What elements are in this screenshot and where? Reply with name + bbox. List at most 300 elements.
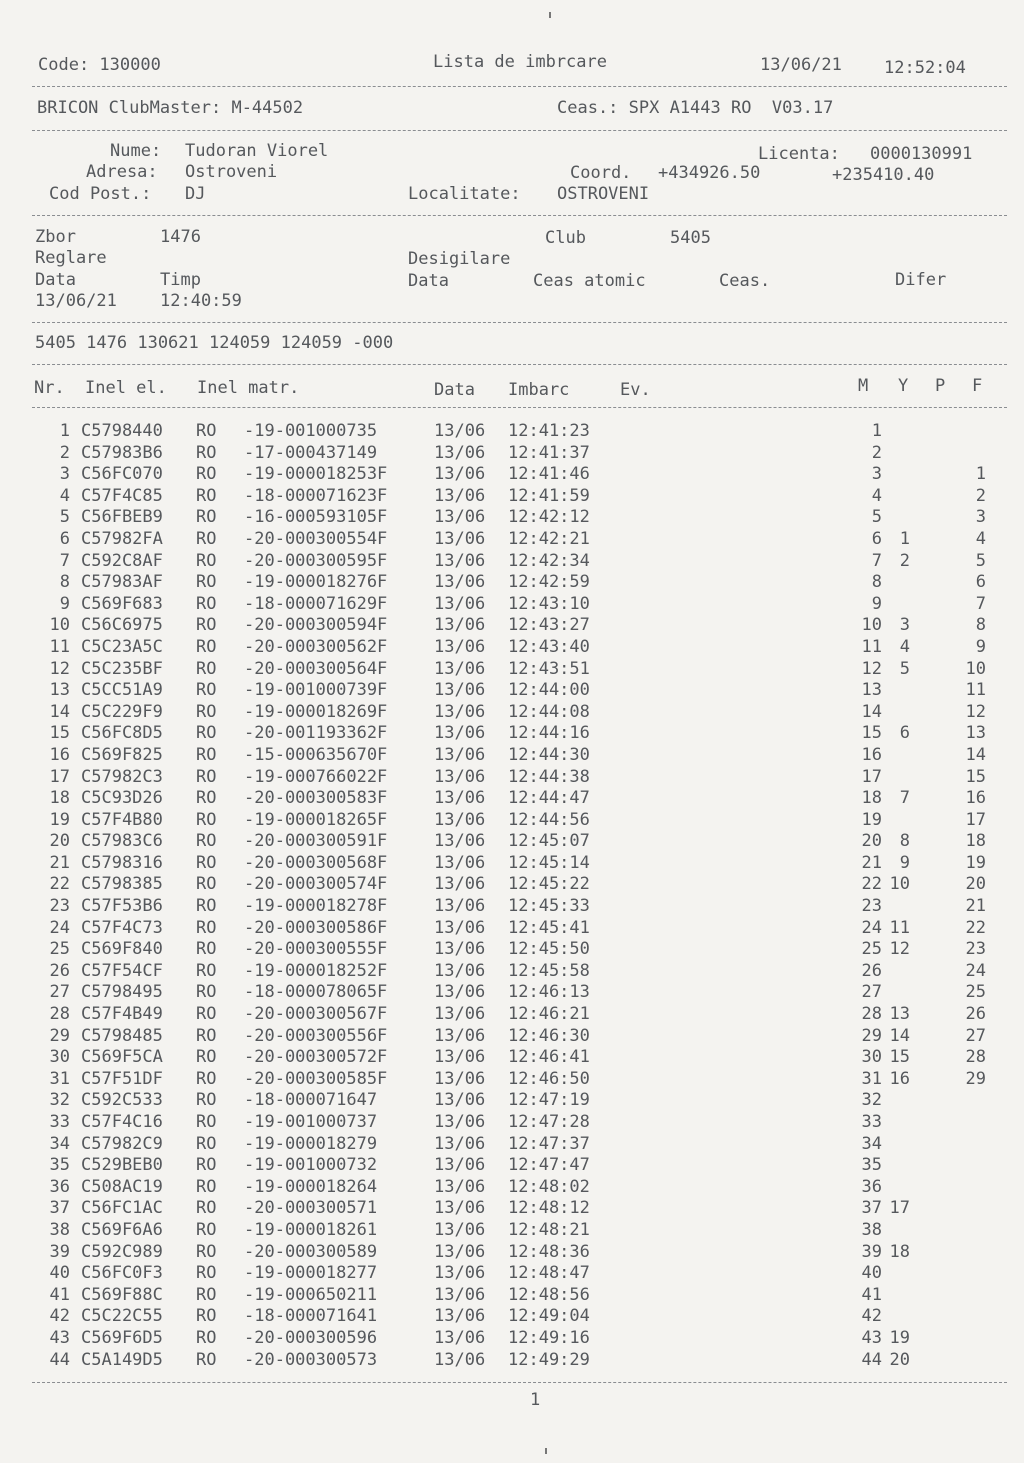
country-code: RO [196,744,217,765]
arrival-time: 12:44:38 [508,766,590,787]
ring-electronic: C5798385 [81,874,163,895]
arrival-date: 13/06 [434,680,486,701]
ring-number: -20-000300595F [244,550,388,571]
table-row [0,1026,1024,1048]
country-code: RO [196,896,217,917]
arrival-time: 12:46:50 [508,1068,590,1089]
arrival-date: 13/06 [434,1284,486,1305]
rank-y: 12 [889,939,910,960]
arrival-time: 12:41:23 [508,421,590,441]
country-code: RO [196,1068,217,1089]
table-row [0,443,1024,465]
arrival-date: 13/06 [434,1068,486,1089]
country-code: RO [196,982,217,1003]
arrival-time: 12:49:04 [508,1306,590,1327]
arrival-date: 13/06 [434,636,486,657]
rank-f: 21 [965,896,986,917]
rank-m: 33 [861,1112,882,1132]
code-text: Code: 130000 [38,55,161,75]
punch-mark [549,12,551,18]
country-code: RO [196,1025,217,1046]
row-nr: 19 [49,809,70,830]
rank-f: 27 [965,1025,986,1046]
rank-m: 35 [861,1155,882,1176]
ring-electronic: C5798495 [81,982,163,1003]
arrival-date: 13/06 [434,485,486,506]
separator [32,1382,1007,1383]
table-row [0,1134,1024,1156]
arrival-date: 13/06 [434,464,486,485]
row-nr: 29 [49,1025,70,1046]
arrival-date: 13/06 [434,1327,486,1348]
rank-m: 29 [861,1025,882,1046]
row-nr: 7 [59,550,70,571]
row-nr: 32 [49,1090,70,1111]
adresa-value: Ostroveni [185,162,278,182]
arrival-date: 13/06 [434,766,486,787]
arrival-time: 12:43:10 [508,593,590,614]
table-row [0,421,1024,443]
row-nr: 43 [49,1327,70,1348]
ring-number: -19-000018279 [244,1133,378,1154]
ring-electronic: C5C235BF [81,658,163,679]
country-code: RO [196,1133,217,1154]
arrival-time: 12:43:51 [508,658,590,679]
nume-label: Nume: [110,141,162,161]
ring-number: -18-000078065F [244,982,388,1003]
ring-electronic: C569F683 [81,593,163,614]
header-ev: Ev. [620,380,651,400]
rank-f: 9 [975,636,986,657]
ring-number: -19-000018277 [244,1263,378,1284]
ring-number: -20-000300572F [244,1047,388,1068]
separator [32,407,1007,408]
rank-m: 13 [861,680,882,701]
arrival-time: 12:42:59 [508,572,590,593]
ring-number: -20-000300589 [244,1241,378,1262]
row-nr: 28 [49,1004,70,1025]
print-time: 12:52:04 [884,58,966,78]
country-code: RO [196,1090,217,1111]
table-row [0,788,1024,810]
country-code: RO [196,874,217,895]
ring-electronic: C57F4C73 [81,917,163,938]
country-code: RO [196,809,217,830]
rank-m: 25 [861,939,882,960]
rank-f: 1 [975,464,986,485]
table-row [0,982,1024,1004]
row-nr: 37 [49,1198,70,1219]
rank-f: 15 [965,766,986,787]
rank-f: 3 [975,507,986,528]
rank-m: 18 [861,788,882,809]
country-code: RO [196,701,217,722]
table-row [0,1112,1024,1134]
arrival-date: 13/06 [434,744,486,765]
header-y: Y [898,376,909,396]
arrival-date: 13/06 [434,1176,486,1197]
rank-y: 15 [889,1047,910,1068]
country-code: RO [196,1349,217,1370]
ring-electronic: C56FC0F3 [81,1263,163,1284]
ring-electronic: C57983B6 [81,442,163,463]
header-f: F [972,376,983,396]
rank-m: 5 [871,507,882,528]
rank-m: 21 [861,852,882,873]
arrival-date: 13/06 [434,1004,486,1025]
ring-number: -19-000018264 [244,1176,378,1197]
ring-electronic: C56FC1AC [81,1198,163,1219]
ring-electronic: C57F54CF [81,960,163,981]
arrival-date: 13/06 [434,701,486,722]
arrival-time: 12:46:13 [508,982,590,1003]
table-row [0,680,1024,702]
country-code: RO [196,636,217,657]
rank-m: 8 [871,572,882,593]
row-nr: 8 [59,572,70,593]
ring-number: -19-001000739F [244,680,388,701]
row-nr: 22 [49,874,70,895]
table-row [0,1047,1024,1069]
country-code: RO [196,572,217,593]
rank-f: 18 [965,831,986,852]
rank-m: 42 [861,1306,882,1327]
row-nr: 35 [49,1155,70,1176]
arrival-time: 12:44:56 [508,809,590,830]
arrival-time: 12:41:37 [508,442,590,463]
ring-number: -19-000018276F [244,572,388,593]
table-row [0,831,1024,853]
arrival-date: 13/06 [434,982,486,1003]
rank-f: 20 [965,874,986,895]
table-row [0,1090,1024,1112]
separator [32,364,1007,365]
rank-y: 13 [889,1004,910,1025]
row-nr: 25 [49,939,70,960]
ring-number: -19-000018278F [244,896,388,917]
rank-m: 4 [871,485,882,506]
data2-label: Data [408,271,449,291]
ring-electronic: C57983AF [81,572,163,593]
rank-f: 22 [965,917,986,938]
table-row [0,702,1024,724]
rank-f: 19 [965,852,986,873]
arrival-date: 13/06 [434,852,486,873]
ring-electronic: C56FC8D5 [81,723,163,744]
arrival-date: 13/06 [434,960,486,981]
arrival-time: 12:45:14 [508,852,590,873]
adresa-label: Adresa: [86,162,158,182]
row-nr: 4 [59,485,70,506]
ring-number: -20-000300567F [244,1004,388,1025]
row-nr: 44 [49,1349,70,1370]
ring-number: -17-000437149 [244,442,378,463]
rank-m: 31 [861,1068,882,1089]
arrival-date: 13/06 [434,1219,486,1240]
country-code: RO [196,1155,217,1176]
arrival-date: 13/06 [434,896,486,917]
rank-m: 40 [861,1263,882,1284]
ring-electronic: C569F6D5 [81,1327,163,1348]
row-nr: 21 [49,852,70,873]
country-code: RO [196,615,217,636]
ring-electronic: C5C23A5C [81,636,163,657]
rank-y: 3 [899,615,910,636]
rank-m: 12 [861,658,882,679]
arrival-date: 13/06 [434,1155,486,1176]
country-code: RO [196,1241,217,1262]
country-code: RO [196,852,217,873]
rank-m: 39 [861,1241,882,1262]
arrival-date: 13/06 [434,1241,486,1262]
ring-electronic: C57F51DF [81,1068,163,1089]
ring-electronic: C57982FA [81,528,163,549]
ceas-atomic-label: Ceas atomic [533,271,646,291]
row-nr: 15 [49,723,70,744]
rank-m: 17 [861,766,882,787]
ring-number: -20-000300554F [244,528,388,549]
ring-electronic: C57F53B6 [81,896,163,917]
rank-m: 27 [861,982,882,1003]
rank-m: 43 [861,1327,882,1348]
codpost-label: Cod Post.: [49,184,152,204]
rank-m: 23 [861,896,882,917]
rank-f: 10 [965,658,986,679]
rank-y: 14 [889,1025,910,1046]
owner-name: Tudoran Viorel [185,141,329,161]
row-nr: 17 [49,766,70,787]
table-row [0,529,1024,551]
table-row [0,1069,1024,1091]
ring-number: -15-000635670F [244,744,388,765]
table-row [0,1198,1024,1220]
rank-f: 6 [975,572,986,593]
rank-y: 1 [899,528,910,549]
ring-number: -19-001000737 [244,1112,378,1132]
country-code: RO [196,464,217,485]
country-code: RO [196,1112,217,1132]
ring-number: -19-000018253F [244,464,388,485]
ring-number: -18-000071647 [244,1090,378,1111]
rank-m: 24 [861,917,882,938]
row-nr: 9 [59,593,70,614]
arrival-time: 12:48:02 [508,1176,590,1197]
arrival-time: 12:42:12 [508,507,590,528]
rank-f: 28 [965,1047,986,1068]
row-nr: 10 [49,615,70,636]
arrival-time: 12:48:12 [508,1198,590,1219]
row-nr: 24 [49,917,70,938]
row-nr: 2 [59,442,70,463]
timp-label: Timp [160,270,201,290]
country-code: RO [196,485,217,506]
row-nr: 13 [49,680,70,701]
rank-y: 6 [899,723,910,744]
ring-number: -19-000018269F [244,701,388,722]
row-nr: 14 [49,701,70,722]
country-code: RO [196,788,217,809]
header-p: P [935,376,946,396]
zbor-label: Zbor [35,227,76,247]
table-row [0,507,1024,529]
rank-f: 4 [975,528,986,549]
ring-number: -18-000071641 [244,1306,378,1327]
country-code: RO [196,831,217,852]
ring-number: -20-000300564F [244,658,388,679]
arrival-date: 13/06 [434,723,486,744]
country-code: RO [196,507,217,528]
row-nr: 39 [49,1241,70,1262]
ring-electronic: C5C22C55 [81,1306,163,1327]
country-code: RO [196,1327,217,1348]
table-row [0,767,1024,789]
licenta-label: Licenta: [758,144,840,164]
arrival-date: 13/06 [434,593,486,614]
reglare-label: Reglare [35,248,107,268]
arrival-date: 13/06 [434,528,486,549]
licenta-value: 0000130991 [870,144,973,164]
ring-electronic: C57F4B49 [81,1004,163,1025]
arrival-time: 12:44:30 [508,744,590,765]
arrival-date: 13/06 [434,1025,486,1046]
row-nr: 5 [59,507,70,528]
ring-number: -19-001000732 [244,1155,378,1176]
rank-f: 25 [965,982,986,1003]
country-code: RO [196,939,217,960]
country-code: RO [196,1284,217,1305]
arrival-time: 12:45:58 [508,960,590,981]
ring-number: -16-000593105F [244,507,388,528]
table-row [0,810,1024,832]
arrival-date: 13/06 [434,1112,486,1132]
rank-m: 10 [861,615,882,636]
arrival-date: 13/06 [434,1133,486,1154]
header-nr: Nr. [34,378,65,398]
arrival-time: 12:41:59 [508,485,590,506]
rank-m: 2 [871,442,882,463]
punch-mark [545,1448,547,1454]
row-nr: 36 [49,1176,70,1197]
arrival-date: 13/06 [434,658,486,679]
table-row [0,1177,1024,1199]
arrival-date: 13/06 [434,1263,486,1284]
rank-m: 14 [861,701,882,722]
table-row [0,1155,1024,1177]
table-row [0,1285,1024,1307]
rank-f: 8 [975,615,986,636]
arrival-time: 12:43:40 [508,636,590,657]
rank-m: 30 [861,1047,882,1068]
ring-number: -19-000018252F [244,960,388,981]
table-header [0,378,1024,400]
ring-number: -20-000300586F [244,917,388,938]
row-nr: 40 [49,1263,70,1284]
desigilare-label: Desigilare [408,249,511,269]
country-code: RO [196,528,217,549]
arrival-time: 12:46:30 [508,1025,590,1046]
row-nr: 27 [49,982,70,1003]
arrival-date: 13/06 [434,1090,486,1111]
arrival-time: 12:44:16 [508,723,590,744]
club-label: Club [545,228,586,248]
table-row [0,918,1024,940]
rank-y: 20 [889,1349,910,1370]
separator [32,130,1007,131]
country-code: RO [196,1004,217,1025]
rank-m: 41 [861,1284,882,1305]
country-code: RO [196,442,217,463]
table-row [0,659,1024,681]
rank-m: 22 [861,874,882,895]
ring-electronic: C5C229F9 [81,701,163,722]
rank-f: 23 [965,939,986,960]
arrival-time: 12:44:08 [508,701,590,722]
table-row [0,594,1024,616]
ring-electronic: C57F4C85 [81,485,163,506]
rank-m: 3 [871,464,882,485]
country-code: RO [196,1306,217,1327]
ring-number: -20-000300574F [244,874,388,895]
row-nr: 26 [49,960,70,981]
localitate-label: Localitate: [408,184,521,204]
arrival-time: 12:47:37 [508,1133,590,1154]
arrival-time: 12:42:21 [508,528,590,549]
codpost-value: DJ [185,184,206,204]
rank-f: 12 [965,701,986,722]
document-title: Lista de imbrcare [433,52,607,72]
rank-y: 7 [899,788,910,809]
table-row [0,1242,1024,1264]
table-row [0,896,1024,918]
rank-y: 11 [889,917,910,938]
table-row [0,939,1024,961]
table-row [0,1004,1024,1026]
arrival-time: 12:45:07 [508,831,590,852]
table-row [0,745,1024,767]
print-date: 13/06/21 [760,55,842,75]
rank-f: 7 [975,593,986,614]
row-nr: 11 [49,636,70,657]
table-row [0,486,1024,508]
ring-electronic: C569F88C [81,1284,163,1305]
rank-m: 38 [861,1219,882,1240]
ring-number: -19-001000735 [244,421,378,441]
table-row [0,1220,1024,1242]
arrival-table [0,421,1024,1371]
header-imbarc: Imbarc [508,380,570,400]
ring-number: -20-000300591F [244,831,388,852]
arrival-time: 12:43:27 [508,615,590,636]
ring-electronic: C5A149D5 [81,1349,163,1370]
table-row [0,1350,1024,1372]
ring-electronic: C5798316 [81,852,163,873]
arrival-date: 13/06 [434,1198,486,1219]
country-code: RO [196,960,217,981]
row-nr: 38 [49,1219,70,1240]
arrival-time: 12:48:36 [508,1241,590,1262]
separator [32,86,1007,87]
table-row [0,853,1024,875]
country-code: RO [196,766,217,787]
rank-m: 15 [861,723,882,744]
ring-electronic: C508AC19 [81,1176,163,1197]
rank-f: 16 [965,788,986,809]
ring-electronic: C57F4C16 [81,1112,163,1132]
arrival-time: 12:47:19 [508,1090,590,1111]
arrival-date: 13/06 [434,809,486,830]
arrival-date: 13/06 [434,1306,486,1327]
rank-m: 6 [871,528,882,549]
